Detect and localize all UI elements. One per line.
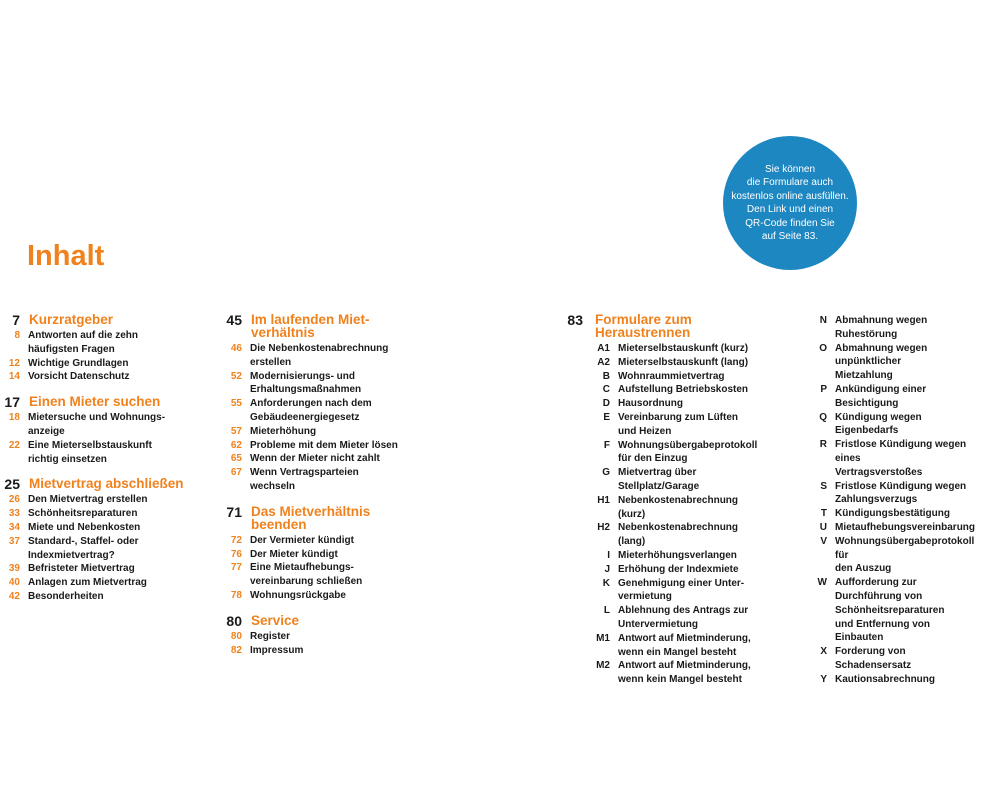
entry-page: 26 [8,494,20,506]
toc-entry[interactable] [222,425,398,439]
toc-entry[interactable] [222,466,398,494]
toc-entry[interactable] [222,630,398,644]
form-entry[interactable] [566,521,757,549]
entry-title: Eine Mietaufhebungs- vereinbarung schließen [250,562,363,588]
form-entry[interactable] [566,494,757,522]
entry-title: Anlagen zum Mietvertrag [28,577,147,589]
entry-page: 67 [230,467,242,479]
form-title: Kautionsabrechnung [835,673,936,685]
toc-column-2 [222,313,398,668]
online-forms-callout [723,136,857,270]
form-code: K [602,577,610,589]
form-entry[interactable] [566,577,757,605]
form-code: P [820,383,827,395]
form-code: F [603,439,610,451]
entry-title: Befristeter Mietvertrag [28,563,135,575]
form-entry[interactable] [566,356,757,370]
form-code: W [817,577,827,589]
toc-section [222,505,398,603]
section-page-number[interactable]: 83 [567,312,583,328]
form-code: A2 [597,356,610,368]
entry-page: 37 [8,535,20,547]
form-title: Mietaufhebungsvereinbarung [835,521,976,533]
entry-page: 39 [8,563,20,575]
section-page-number[interactable]: 17 [4,394,20,411]
entry-title: Probleme mit dem Mieter lösen [250,439,398,451]
toc-column-1 [0,313,184,615]
form-title: Hausordnung [618,398,683,410]
entry-title: Eine Mieterselbstauskunft richtig einsetzen [28,439,152,465]
section-title[interactable]: Formulare zum Heraustrennen [595,312,692,340]
entry-title: Wichtige Grundlagen [28,357,129,369]
form-code: O [819,342,827,354]
page-title: Inhalt [27,240,105,272]
form-code: I [607,549,610,561]
toc-entry[interactable] [222,397,398,425]
form-entry[interactable] [566,563,757,577]
form-entry[interactable] [795,576,975,645]
toc-entry[interactable] [0,535,184,563]
form-code: E [603,411,610,423]
toc-entry[interactable] [0,493,184,507]
form-entry[interactable] [795,342,975,383]
form-title: Vereinbarung zum Lüften und Heizen [618,411,739,437]
toc-entry[interactable] [0,329,184,357]
form-title: Abmahnung wegen unpünktlicher Mietzahlung [835,342,928,382]
entry-title: Register [250,630,291,642]
toc-entry[interactable] [0,521,184,535]
form-entry[interactable] [795,673,975,687]
form-code: Q [819,411,827,423]
form-entry[interactable] [795,411,975,439]
entry-page: 55 [230,398,242,410]
callout-line: auf Seite 83. [761,231,819,242]
form-entry[interactable] [566,549,757,563]
entry-page: 62 [230,439,242,451]
toc-entry[interactable] [222,342,398,370]
entry-page: 72 [230,534,242,546]
section-title[interactable]: Das Mietverhältnis beenden [251,503,371,532]
toc-entry[interactable] [0,590,184,604]
entry-page: 80 [230,630,242,642]
section-title[interactable]: Mietvertrag abschließen [29,476,184,492]
form-title: Nebenkostenabrechnung (kurz) [618,494,739,520]
form-entry[interactable] [566,370,757,384]
form-entry[interactable] [795,438,975,479]
form-code: D [602,398,610,410]
form-title: Nebenkostenabrechnung (lang) [618,522,739,548]
entry-title: Vorsicht Datenschutz [28,371,130,383]
entry-page: 40 [8,577,20,589]
form-entry[interactable] [566,411,757,439]
form-code: A1 [597,343,610,354]
entry-page: 46 [230,343,242,354]
entry-title: Anforderungen nach dem Gebäudeenergiegesetz [250,398,372,423]
toc-section [0,395,184,466]
toc-entry[interactable] [222,439,398,453]
toc-entry[interactable] [0,411,184,439]
toc-section [222,313,398,494]
form-title: Erhöhung der Indexmiete [618,563,739,575]
form-title: Mieterselbstauskunft (lang) [618,356,749,368]
entry-title: Modernisierungs- und Erhaltungsmaßnahmen [250,370,362,396]
entry-title: Antworten auf die zehn häufigsten Fragen [28,330,138,355]
toc-entry[interactable] [222,548,398,562]
section-page-number[interactable]: 45 [226,312,242,328]
form-title: Wohnungsübergabeprotokoll für den Einzug [618,439,758,465]
entry-title: Den Mietvertrag erstellen [28,494,148,506]
form-title: Ankündigung einer Besichtigung [835,383,927,409]
form-entry[interactable] [795,314,975,342]
toc-section [222,614,398,658]
form-entry[interactable] [795,645,975,673]
form-title: Kündigungsbestätigung [835,508,950,520]
form-code: T [820,508,827,520]
entry-page: 82 [230,644,242,656]
form-entry[interactable] [566,342,757,356]
entry-title: Miete und Nebenkosten [28,521,141,533]
entry-page: 65 [230,453,242,465]
entry-title: Wenn Vertragsparteien wechseln [250,467,359,492]
form-title: Antwort auf Mietminderung, wenn kein Mangel besteht [618,660,751,686]
form-title: Abmahnung wegen Ruhestörung [835,315,928,340]
form-title: Wohnraummietvertrag [618,370,725,382]
form-code: B [602,370,610,382]
section-page-number[interactable]: 80 [226,612,242,629]
toc-section [0,477,184,603]
callout-line: die Formulare auch [746,177,834,188]
toc-entry[interactable] [222,644,398,658]
form-title: Fristlose Kündigung wegen Zahlungsverzugs [835,480,967,506]
form-entry[interactable] [566,604,757,632]
form-title: Kündigung wegen Eigenbedarfs [835,411,922,437]
form-code: G [602,467,610,479]
form-title: Mieterhöhungsverlangen [618,549,737,561]
entry-title: Standard-, Staffel- oder Indexmietvertrag? [28,535,139,561]
form-entry[interactable] [795,480,975,508]
entry-page: 34 [8,521,20,533]
form-code: H1 [597,494,610,506]
entry-page: 8 [14,330,20,341]
form-code: M1 [596,632,610,644]
form-title: Wohnungsübergabeprotokoll für den Auszug [835,535,975,575]
toc-entry[interactable] [222,561,398,589]
callout-line: QR-Code finden Sie [745,217,835,229]
form-entry[interactable] [566,659,757,687]
form-entry[interactable] [566,439,757,467]
form-title: Antwort auf Mietminderung, wenn ein Mangel besteht [618,632,751,658]
callout-line: kostenlos online ausfüllen. [731,190,849,202]
section-page-number[interactable]: 25 [4,476,20,493]
toc-entry[interactable] [0,562,184,576]
entry-title: Schönheitsreparaturen [28,508,138,520]
section-title[interactable]: Kurzratgeber [29,312,114,327]
callout-line: Sie können [764,163,816,175]
section-page-number[interactable]: 71 [226,503,242,520]
toc-entry[interactable] [0,370,184,384]
toc-entry[interactable] [0,576,184,590]
form-title: Genehmigung einer Unter- vermietung [618,577,745,603]
entry-title: Mieterhöhung [250,425,317,437]
toc-section [0,313,184,384]
form-code: S [820,480,827,492]
entry-title: Mietersuche und Wohnungs- anzeige [28,412,166,437]
toc-entry[interactable] [222,370,398,398]
entry-page: 22 [8,439,20,451]
toc-entry[interactable] [0,507,184,521]
section-page-number[interactable]: 7 [12,312,20,328]
entry-page: 77 [230,562,242,574]
entry-title: Die Nebenkostenabrechnung erstellen [250,343,389,368]
form-code: J [604,563,610,575]
form-code: X [820,646,827,658]
section-title[interactable]: Einen Mieter suchen [29,394,161,410]
form-entry[interactable] [566,632,757,660]
form-code: N [819,315,827,326]
form-title: Forderung von Schadensersatz [835,646,912,671]
entry-page: 14 [8,371,20,383]
entry-page: 52 [230,370,242,382]
form-code: L [603,605,610,617]
form-code: U [819,521,827,533]
forms-list-right [795,314,975,687]
form-title: Aufstellung Betriebskosten [618,384,749,396]
toc-entry[interactable] [222,534,398,548]
entry-page: 33 [8,508,20,520]
form-entry[interactable] [566,397,757,411]
form-code: M2 [596,660,610,672]
form-entry[interactable] [566,466,757,494]
form-entry[interactable] [795,535,975,576]
forms-section [566,312,976,686]
entry-title: Der Mieter kündigt [250,548,338,560]
entry-title: Der Vermieter kündigt [250,534,354,546]
form-code: V [820,535,827,547]
form-code: Y [820,673,827,685]
toc-entry[interactable] [222,452,398,466]
entry-title: Impressum [250,644,304,656]
form-code: H2 [597,522,610,534]
form-code: R [819,439,827,451]
section-title[interactable]: Service [251,612,300,628]
form-entry[interactable] [795,507,975,521]
toc-entry[interactable] [222,589,398,603]
callout-line: Den Link und einen [746,204,834,215]
form-title: Fristlose Kündigung wegen eines Vertragsverstoßes [835,439,967,478]
forms-list-left [566,342,757,687]
form-title: Ablehnung des Antrags zur Untervermietung [618,605,749,630]
entry-page: 57 [230,425,242,437]
entry-page: 78 [230,589,242,601]
entry-page: 76 [230,548,242,560]
section-title[interactable]: Im laufenden Miet- verhältnis [251,312,370,340]
entry-title: Besonderheiten [28,590,104,602]
form-entry[interactable] [566,383,757,397]
toc-entry[interactable] [0,439,184,467]
form-entry[interactable] [795,521,975,535]
entry-title: Wenn der Mieter nicht zahlt [250,453,380,465]
form-code: C [602,384,610,396]
entry-page: 42 [8,590,20,602]
form-title: Mieterselbstauskunft (kurz) [618,343,749,354]
entry-title: Wohnungsrückgabe [250,589,346,601]
form-title: Aufforderung zur Durchführung von Schönheitsreparaturen und Entfernung von Einbauten [835,577,945,644]
toc-entry[interactable] [0,357,184,371]
form-title: Mietvertrag über Stellplatz/Garage [618,467,700,492]
entry-page: 18 [8,412,20,424]
form-entry[interactable] [795,383,975,411]
entry-page: 12 [8,357,20,369]
